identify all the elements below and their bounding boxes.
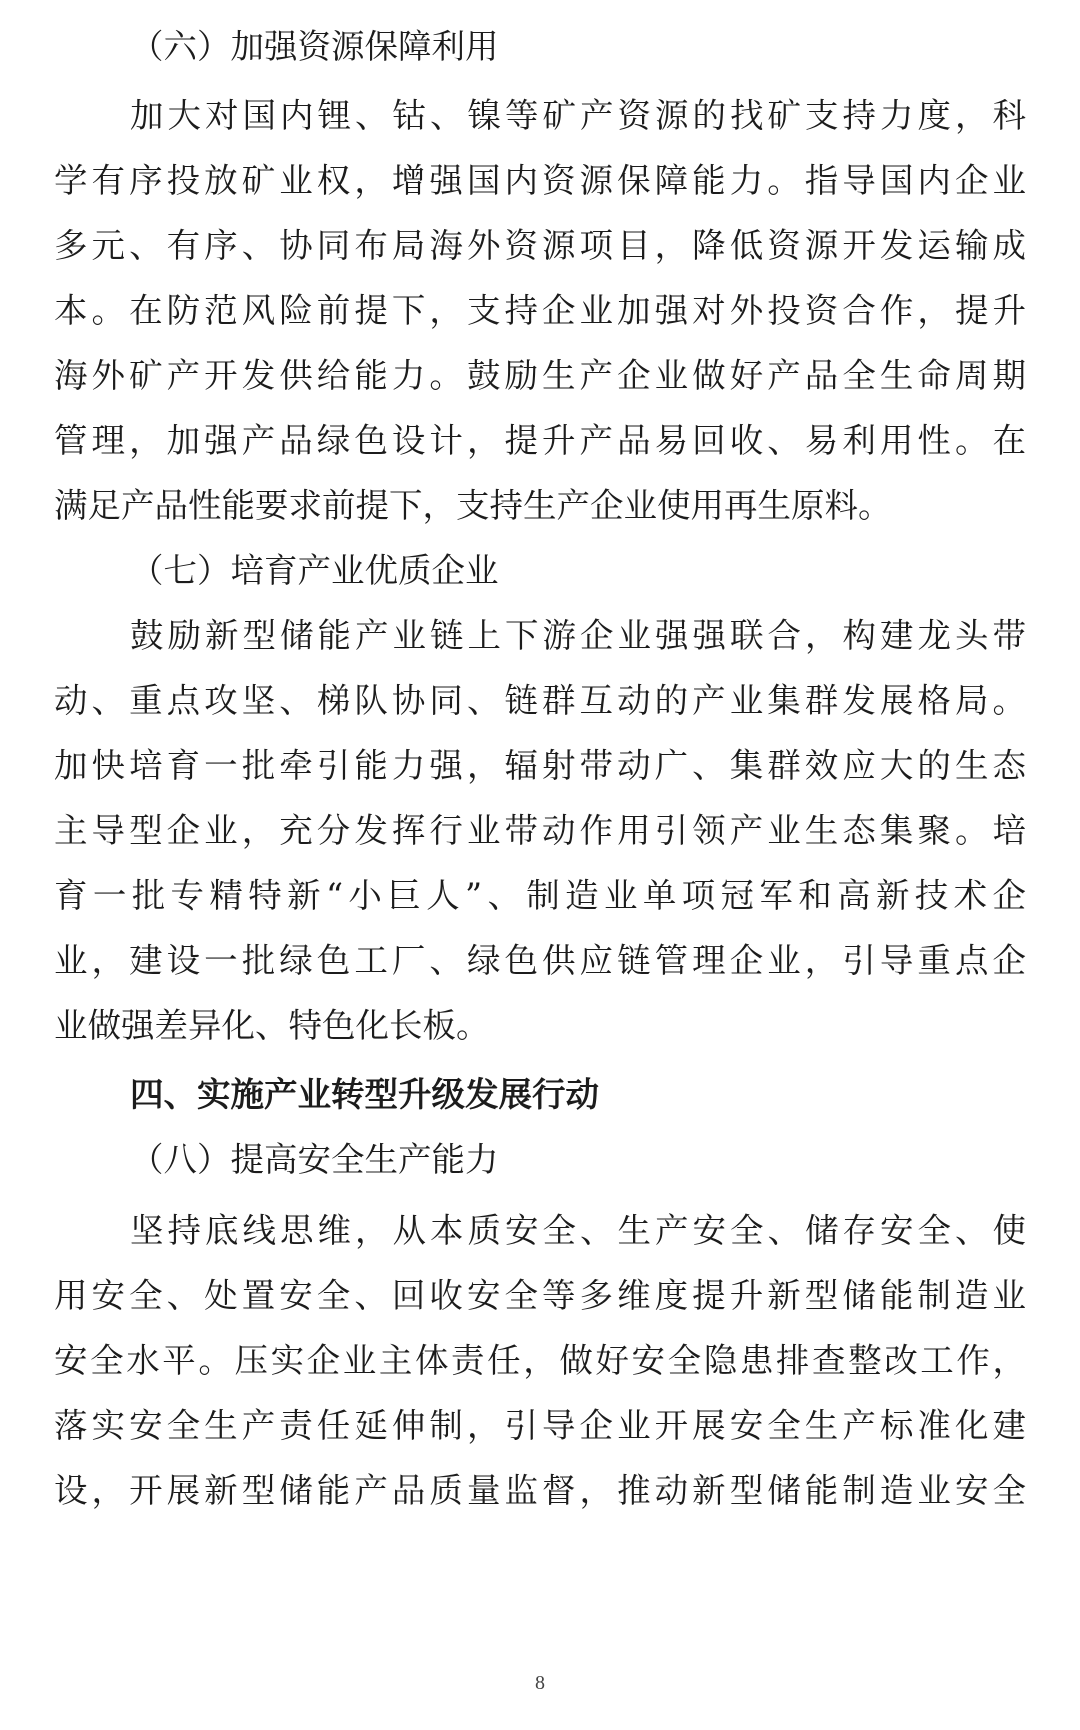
section-heading: 四、实施产业转型升级发展行动 bbox=[130, 1075, 599, 1114]
page-number: 8 bbox=[535, 1672, 545, 1694]
paragraph-line: 业，建设一批绿色工厂、绿色供应链管理企业，引导重点企 bbox=[54, 941, 1026, 980]
paragraph-line: 管理，加强产品绿色设计，提升产品易回收、易利用性。在 bbox=[54, 421, 1026, 460]
paragraph-line: 育一批专精特新“小巨人”、制造业单项冠军和高新技术企 bbox=[54, 876, 1026, 915]
paragraph-line: 坚持底线思维，从本质安全、生产安全、储存安全、使 bbox=[130, 1211, 1026, 1250]
paragraph-line: 多元、有序、协同布局海外资源项目，降低资源开发运输成 bbox=[54, 226, 1026, 265]
section-subheading: （六）加强资源保障利用 bbox=[130, 27, 499, 66]
paragraph-line: 主导型企业，充分发挥行业带动作用引领产业生态集聚。培 bbox=[54, 811, 1026, 850]
section-subheading: （七）培育产业优质企业 bbox=[130, 551, 499, 590]
section-subheading: （八）提高安全生产能力 bbox=[130, 1140, 499, 1179]
paragraph-line: 海外矿产开发供给能力。鼓励生产企业做好产品全生命周期 bbox=[54, 356, 1026, 395]
paragraph-line: 加大对国内锂、钴、镍等矿产资源的找矿支持力度，科 bbox=[130, 96, 1026, 135]
paragraph-line: 鼓励新型储能产业链上下游企业强强联合，构建龙头带 bbox=[130, 616, 1026, 655]
paragraph-line: 本。在防范风险前提下，支持企业加强对外投资合作，提升 bbox=[54, 291, 1026, 330]
paragraph-line: 安全水平。压实企业主体责任，做好安全隐患排查整改工作， bbox=[54, 1341, 1026, 1380]
paragraph-line: 落实安全生产责任延伸制，引导企业开展安全生产标准化建 bbox=[54, 1406, 1026, 1445]
paragraph-line: 业做强差异化、特色化长板。 bbox=[54, 1006, 490, 1045]
paragraph-line: 用安全、处置安全、回收安全等多维度提升新型储能制造业 bbox=[54, 1276, 1026, 1315]
paragraph-line: 设，开展新型储能产品质量监督，推动新型储能制造业安全 bbox=[54, 1471, 1026, 1510]
paragraph-line: 加快培育一批牵引能力强，辐射带动广、集群效应大的生态 bbox=[54, 746, 1026, 785]
paragraph-line: 动、重点攻坚、梯队协同、链群互动的产业集群发展格局。 bbox=[54, 681, 1026, 720]
paragraph-line: 学有序投放矿业权，增强国内资源保障能力。指导国内企业 bbox=[54, 161, 1026, 200]
paragraph-line: 满足产品性能要求前提下，支持生产企业使用再生原料。 bbox=[54, 486, 892, 525]
